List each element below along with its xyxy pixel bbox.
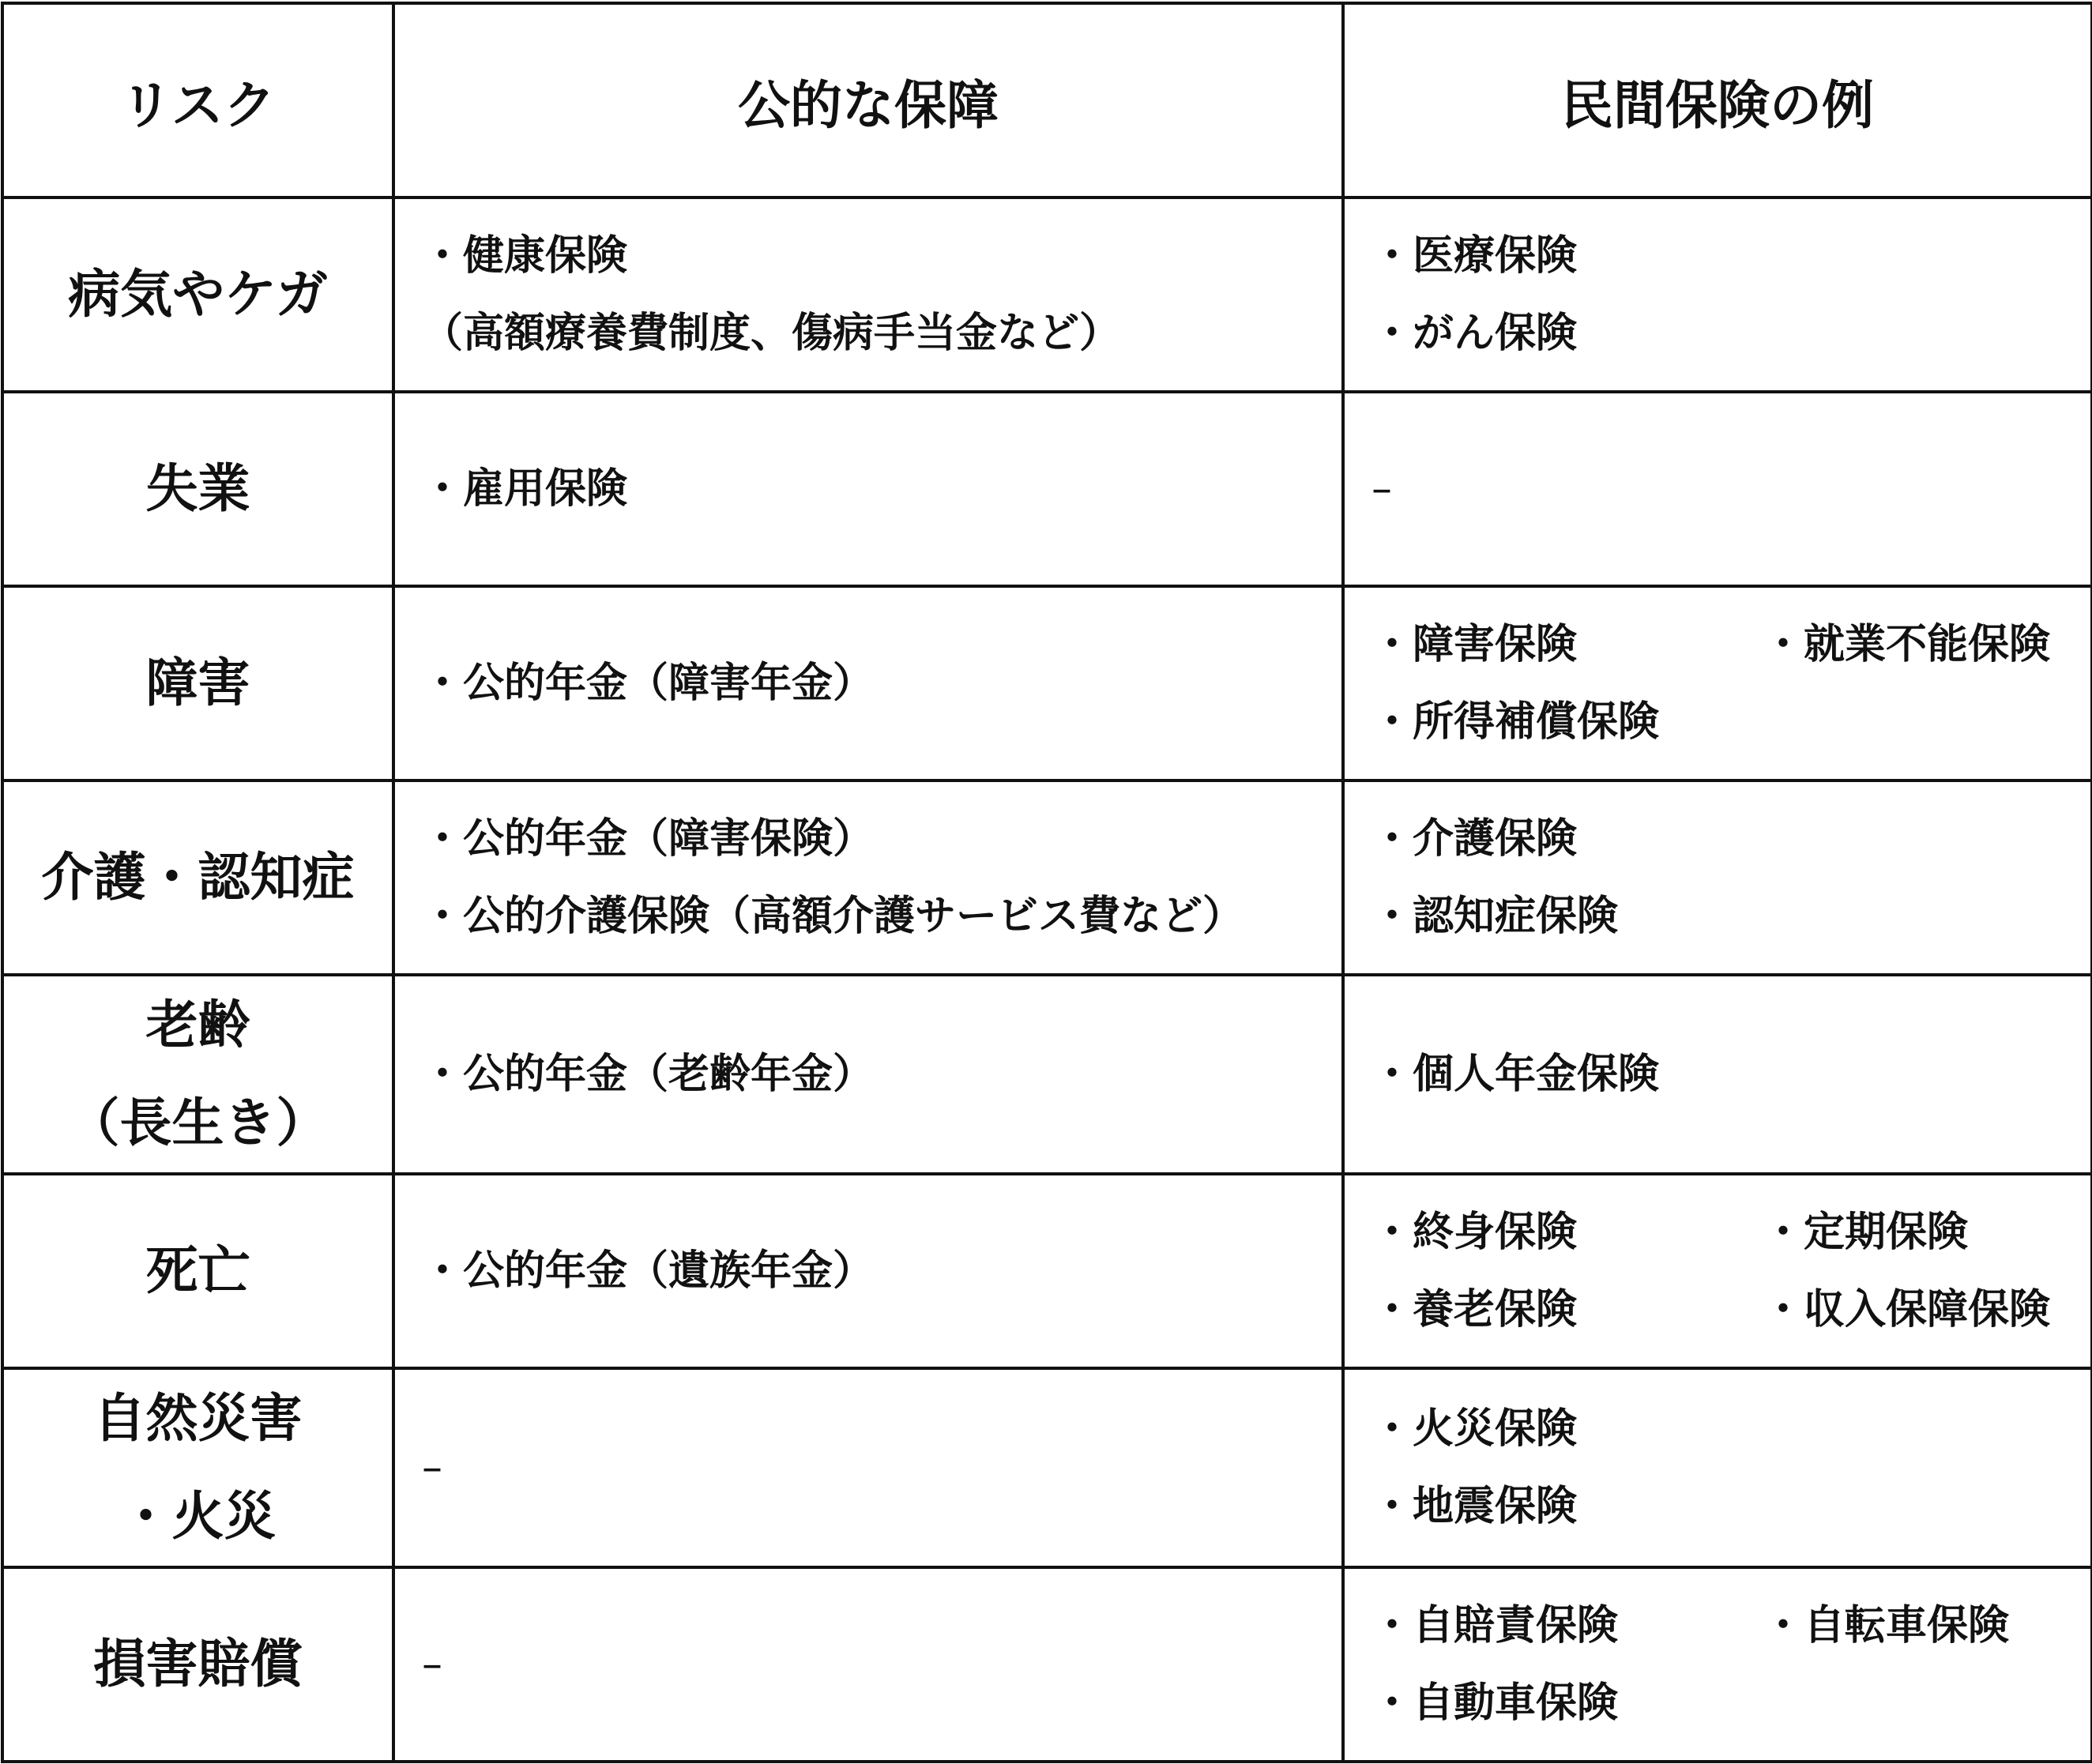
private-item: ・自転車保険 — [1763, 1602, 2010, 1649]
risk-label: 障害 — [145, 653, 250, 713]
private-cell — [1343, 586, 2092, 780]
risk-cell — [2, 392, 393, 586]
risk-cell — [2, 197, 393, 392]
risk-cell — [2, 975, 393, 1174]
risk-label: 病気やケガ — [68, 264, 328, 325]
private-item: ・火災保険 — [1371, 1405, 1578, 1453]
private-item: ・認知症保険 — [1371, 893, 1619, 940]
table-row — [2, 975, 2092, 1174]
private-cell — [1343, 1567, 2092, 1762]
public-item: ・公的年金（障害年金） — [422, 660, 875, 707]
private-item: ・所得補償保険 — [1371, 698, 1660, 746]
public-cell — [393, 197, 1343, 392]
public-item: （高額療養費制度、傷病手当金など） — [422, 310, 1121, 357]
private-cell — [1343, 1368, 2092, 1567]
table-row — [2, 197, 2092, 392]
table-row — [2, 780, 2092, 975]
public-item: ・公的年金（遺族年金） — [422, 1247, 875, 1295]
public-cell — [393, 780, 1343, 975]
table-row — [2, 1368, 2092, 1567]
empty-dash: – — [1371, 465, 1392, 513]
risk-label: ・火災 — [119, 1486, 277, 1547]
risk-cell — [2, 780, 393, 975]
private-item: ・定期保険 — [1763, 1209, 1969, 1256]
header-public: 公的な保障 — [393, 3, 1343, 197]
public-cell — [393, 1567, 1343, 1762]
risk-label: 介護・認知症 — [41, 847, 355, 908]
empty-dash: – — [422, 1444, 442, 1491]
private-cell — [1343, 392, 2092, 586]
private-item: ・障害保険 — [1371, 621, 1578, 668]
risk-cell — [2, 1368, 393, 1567]
table-row — [2, 586, 2092, 780]
private-item: ・医療保険 — [1371, 232, 1578, 280]
private-item: ・就業不能保険 — [1763, 621, 2051, 668]
risk-label: 自然災害 — [93, 1388, 303, 1449]
public-item: ・雇用保険 — [422, 465, 628, 513]
private-item: ・地震保険 — [1371, 1483, 1578, 1530]
public-cell — [393, 1368, 1343, 1567]
risk-cell — [2, 586, 393, 780]
empty-dash: – — [422, 1641, 442, 1688]
risk-cell — [2, 1567, 393, 1762]
private-item: ・養老保険 — [1371, 1286, 1578, 1333]
private-item: ・終身保険 — [1371, 1209, 1578, 1256]
header-risk: リスク — [2, 3, 393, 197]
private-item: ・自動車保険 — [1371, 1679, 1619, 1727]
header-private: 民間保険の例 — [1343, 3, 2092, 197]
risk-label: 失業 — [145, 458, 250, 519]
public-cell — [393, 1174, 1343, 1368]
private-cell — [1343, 780, 2092, 975]
public-item: ・健康保険 — [422, 232, 628, 280]
table-row — [2, 1567, 2092, 1762]
public-cell — [393, 392, 1343, 586]
public-cell — [393, 975, 1343, 1174]
table-header-row — [2, 3, 2092, 197]
risk-label: （長生き） — [67, 1093, 329, 1153]
insurance-comparison-table — [1, 2, 2092, 1763]
public-item: ・公的年金（障害保険） — [422, 815, 875, 863]
private-item: ・収入保障保険 — [1763, 1286, 2051, 1333]
private-item: ・介護保険 — [1371, 815, 1578, 863]
risk-label: 老齢 — [145, 995, 250, 1055]
risk-label: 損害賠償 — [93, 1634, 303, 1694]
private-item-grid — [1371, 606, 2090, 761]
private-item: ・個人年金保険 — [1371, 1051, 1660, 1098]
private-item-grid — [1371, 1587, 2090, 1742]
risk-label: 死亡 — [145, 1240, 250, 1301]
private-cell — [1343, 1174, 2092, 1368]
risk-cell — [2, 1174, 393, 1368]
private-item-grid — [1371, 1194, 2090, 1348]
table-row — [2, 392, 2092, 586]
private-item: ・がん保険 — [1371, 310, 1578, 357]
private-cell — [1343, 975, 2092, 1174]
public-item: ・公的介護保険（高額介護サービス費など） — [422, 893, 1244, 940]
public-item: ・公的年金（老齢年金） — [422, 1051, 875, 1098]
private-cell — [1343, 197, 2092, 392]
table-row — [2, 1174, 2092, 1368]
public-cell — [393, 586, 1343, 780]
private-item: ・自賠責保険 — [1371, 1602, 1619, 1649]
